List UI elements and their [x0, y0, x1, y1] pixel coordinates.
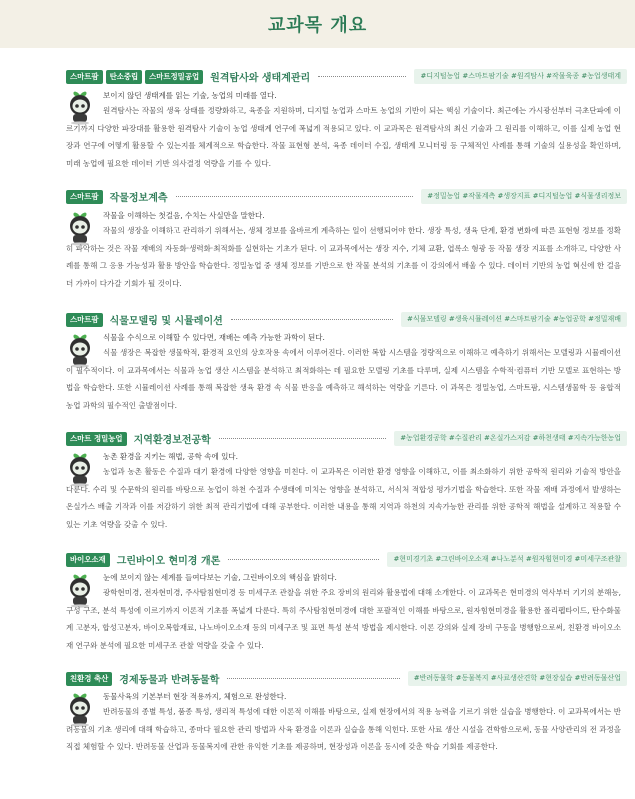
hashtags: #현미경기초 #그린바이오소재 #나노분석 #원자힘현미경 #미세구조관찰: [387, 552, 627, 567]
course-lead: 보이지 않던 생태계를 읽는 기술, 농업의 미래를 열다.: [103, 91, 277, 100]
category-tag: 스마트정밀공업: [145, 70, 203, 84]
page-title: 교과목 개요: [267, 15, 368, 36]
category-tag: 스마트팜: [66, 190, 103, 204]
category-tag: 친환경 축산: [66, 672, 112, 686]
category-tag: 스마트팜: [66, 313, 103, 327]
course-lead: 눈에 보이지 않는 세계를 들여다보는 기술, 그린바이오의 핵심을 밝히다.: [103, 573, 337, 582]
course-description: 농업과 농촌 활동은 수질과 대기 환경에 다양한 영향을 미친다. 이 교과목은 이러한 환경 영향을 이해하고, 이를 최소화하기 위한 공학적 원리와 기술적 방안을 다룬다. 수리 및 수문학의 원리를 바탕으로 농업이 하천 수질과 수생태에 미치는 영향을 분석하고, 서식처 적합성 평가기법을 학습한다. 또한 작물 재배 과정에서 발생하는 온실가스 배출 기작과 이를 저감하기 위한 최적 관리기법에 대해 공부한다. 이러한 내용을 통해 지역과 하천의 지속가능한 관리를 위한 공학적 해법을 설계하고 적용할 수 있는 기초 역량을 갖출 수 있다.: [66, 467, 621, 529]
course-lead: 농촌 환경을 지키는 해법, 공학 속에 있다.: [103, 452, 238, 461]
course-description: 반려동물의 종별 특성, 품종 특성, 생리적 특성에 대한 이론적 이해를 바탕으로, 실제 현장에서의 적용 능력을 기르기 위한 실습을 병행한다. 이 교과목에서는 반려동물의 기초 생리에 대해 학습하고, 종마다 필요한 관리 방법과 사육 환경을 이론과 실습을 통해 익힌다. 또한 사료 생산 시설을 견학함으로써, 동물 사양관리의 전 과정을 직접 체험할 수 있다. 반려동물 산업과 동물복지에 관한 유익한 기초를 제공하며, 현장성과 이론을 동시에 갖춘 학습 기회를 제공한다.: [66, 707, 621, 752]
dotted-leader: [227, 678, 399, 679]
course-title: 식물모델링 및 시뮬레이션: [109, 316, 223, 327]
hashtags: #정밀농업 #작물계측 #생장지표 #디지털농업 #식물생리정보: [421, 189, 627, 204]
course-title: 작물정보계측: [109, 193, 168, 204]
course-header: [66, 68, 627, 85]
course-header: [66, 311, 627, 328]
course-description: 식물 생장은 복잡한 생물학적, 환경적 요인의 상호작용 속에서 이루어진다. 이러한 복합 시스템을 정량적으로 이해하고 예측하기 위해서는 모델링과 시뮬레이션이 필수적이다. 이 교과목에서는 식물과 농업 생산 시스템을 분석하고 최적화하는 데 필요한 모델링 기초를 다루며, 실제 시스템을 수학적·컴퓨터 기반 모델로 표현하는 방법을 학습한다. 또한 시뮬레이션 사례를 통해 복잡한 생육 환경 속 식물 반응을 예측하고 해석하는 역량을 기른다. 이 과목은 정밀농업, 스마트팜, 시스템생물학 등 융합적 농업 과학의 필수적인 출발점이다.: [66, 348, 621, 410]
dotted-leader: [318, 76, 406, 77]
course-title: 지역환경보전공학: [133, 435, 211, 446]
hashtags: #농업환경공학 #수질관리 #온실가스저감 #하천생태 #지속가능한농업: [394, 431, 627, 446]
course-header: [66, 430, 627, 447]
page-header: [0, 0, 635, 48]
course-lead: 동물사육의 기본부터 현장 적용까지, 체험으로 완성한다.: [103, 692, 287, 701]
hashtags: #반려동물학 #동물복지 #사료생산견학 #현장실습 #반려동물산업: [408, 671, 627, 686]
category-tag: 바이오소재: [66, 553, 110, 567]
course-header: [66, 188, 627, 205]
dotted-leader: [228, 559, 379, 560]
course-header: [66, 551, 627, 568]
course-lead: 작물을 이해하는 첫걸음, 수치는 사실만을 말한다.: [103, 211, 265, 220]
course-title: 원격탐사와 생태계관리: [210, 73, 311, 84]
course-description: 광학현미경, 전자현미경, 주사탐침현미경 등 미세구조 관찰을 위한 주요 장비의 원리와 활용법에 대해 소개한다. 이 교과목은 현미경의 역사부터 기기의 분해능, 구성 구조, 분석 특성에 이르기까지 이론적 기초를 폭넓게 다룬다. 특히 주사탐침현미경에 대한 포괄적인 이해를 바탕으로, 원자힘현미경을 활용한 폴리펩타이드, 탄수화물계 고분자, 합성고분자, 바이오복합재료, 나노바이오소재 등의 미세구조 및 표면 특성 분석 방법을 제시한다. 이론 강의와 실제 장비 구동을 병행함으로써, 친환경 바이오소재 연구와 분석에 필요한 미세구조 관찰 역량을 갖출 수 있다.: [66, 588, 621, 650]
dotted-leader: [231, 319, 393, 320]
course-lead: 식물을 수식으로 이해할 수 있다면, 재배는 예측 가능한 과학이 된다.: [103, 333, 325, 342]
category-tag: 탄소중립: [106, 70, 143, 84]
category-tag: 스마트팜: [66, 70, 103, 84]
hashtags: #식물모델링 #생육시뮬레이션 #스마트팜기술 #농업공학 #정밀재배: [401, 312, 627, 327]
course-description: 작물의 생장을 이해하고 관리하기 위해서는, 생체 정보를 올바르게 계측하는 일이 선행되어야 한다. 생장 특성, 생육 단계, 환경 변화에 따른 표현형 정보를 정확히 파악하는 것은 작물 재배의 자동화·생력화·최적화를 실현하는 기초가 된다. 이 교과목에서는 생장 지수, 기체 교환, 엽록소 형광 등 작물 생장 지표를 소개하고, 다양한 사례를 통해 그 응용 가능성과 활용 방안을 학습한다. 정밀농업 중 생체 정보를 기반으로 한 작물 분석의 기초를 이 강의에서 배울 수 있다. 데이터 기반의 농업 혁신에 한 걸음 더 가까이 다가갈 기회가 될 것이다.: [66, 226, 621, 288]
dotted-leader: [219, 438, 386, 439]
course-title: 경제동물과 반려동물학: [119, 675, 220, 686]
category-tag: 스마트 정밀농업: [66, 432, 127, 446]
course-description: 원격탐사는 작물의 생육 상태를 정량화하고, 육종을 지원하며, 디지털 농업과 스마트 농업의 기반이 되는 핵심 기술이다. 최근에는 가시광선부터 극초단파에 이르기까지 다양한 파장대를 활용한 원격탐사 기술이 농업 생태계 연구에 폭넓게 적용되고 있다. 이 교과목은 원격탐사의 최신 기술과 그 원리를 이해하고, 이를 실제 농업 현장과 연구에 어떻게 활용할 수 있는지를 체계적으로 학습한다. 작물 표현형 분석, 육종 데이터 수집, 생태계 모니터링 등 구체적인 사례를 통해 기술의 실용성을 확인하며, 미래 농업에 필요한 데이터 기반 의사결정 역량을 기를 수 있다.: [66, 106, 621, 168]
course-title: 그린바이오 현미경 개론: [116, 556, 221, 567]
hashtags: #디지털농업 #스마트팜기술 #원격탐사 #작물육종 #농업생태계: [414, 69, 627, 84]
course-header: [66, 670, 627, 687]
dotted-leader: [176, 196, 414, 197]
